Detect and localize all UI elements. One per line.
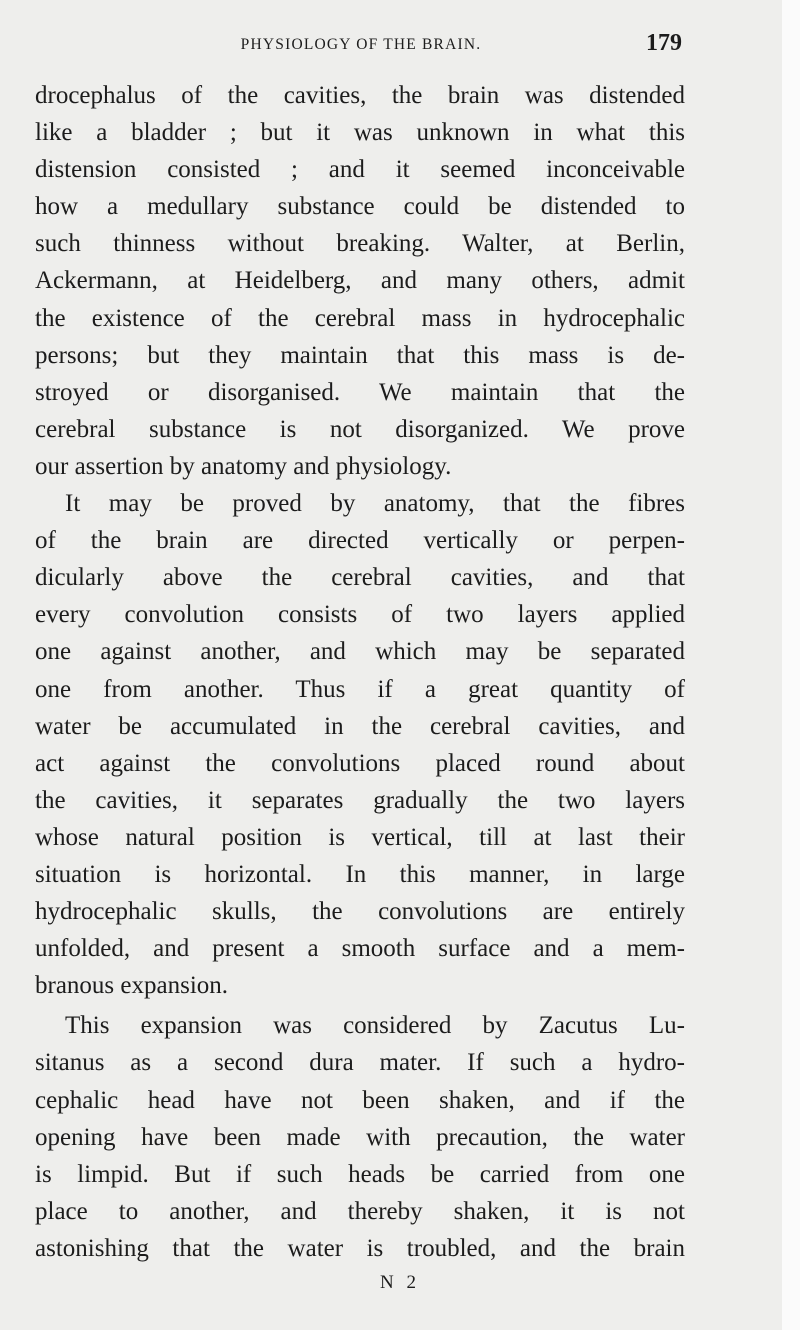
text-line: situation is horizontal. In this manner, in large [35, 860, 685, 888]
text-line: branous expansion. [35, 972, 229, 1000]
page-header [36, 28, 686, 64]
paragraph [35, 485, 685, 1004]
text-line: the existence of the cerebral mass in hydrocephalic [35, 304, 685, 332]
text-line: cephalic head have not been shaken, and if the [35, 1086, 685, 1114]
text-line: water be accumulated in the cerebral cavities, and [35, 712, 685, 740]
text-line: drocephalus of the cavities, the brain was distended [35, 82, 685, 109]
text-line: act against the convolutions placed round about [35, 749, 685, 777]
text-line: distension consisted ; and it seemed inconceivable [35, 156, 685, 184]
text-line: hydrocephalic skulls, the convolutions are entirely [35, 898, 685, 926]
text-line: one from another. Thus if a great quantity of [35, 675, 685, 703]
text-line: such thinness without breaking. Walter, at Berlin, [35, 230, 685, 258]
text-line: astonishing that the water is troubled, and the brain [35, 1234, 685, 1262]
page-number: 179 [646, 30, 682, 56]
text-line: Ackermann, at Heidelberg, and many others, admit [35, 267, 685, 295]
text-line: is limpid. But if such heads be carried from one [35, 1160, 685, 1188]
text-line: It may be proved by anatomy, that the fibres [65, 490, 685, 518]
running-head: PHYSIOLOGY OF THE BRAIN. [240, 36, 482, 53]
text-line: This expansion was considered by Zacutus Lu- [65, 1012, 685, 1040]
text-line: of the brain are directed vertically or perpen- [35, 527, 685, 555]
signature-mark: N 2 [380, 1272, 420, 1293]
text-line: cerebral substance is not disorganized. We prove [35, 415, 685, 443]
text-line: place to another, and thereby shaken, it is not [35, 1197, 685, 1225]
text-line: unfolded, and present a smooth surface and a mem- [35, 935, 685, 963]
text-line: every convolution consists of two layers applied [35, 601, 685, 629]
text-line: dicularly above the cerebral cavities, and that [35, 564, 685, 592]
text-line: whose natural position is vertical, till at last their [35, 823, 685, 851]
text-line: opening have been made with precaution, the water [35, 1123, 685, 1151]
text-line: sitanus as a second dura mater. If such a hydro- [35, 1049, 685, 1077]
text-line: the cavities, it separates gradually the two layers [35, 786, 685, 814]
text-line: how a medullary substance could be distended to [35, 193, 685, 221]
text-line: stroyed or disorganised. We maintain that the [35, 378, 685, 406]
paragraph [35, 1007, 685, 1267]
text-line: persons; but they maintain that this mass is de- [35, 341, 685, 369]
text-line: one against another, and which may be separated [35, 638, 685, 666]
paragraph [35, 77, 685, 485]
page-body [35, 77, 685, 1267]
text-line: our assertion by anatomy and physiology. [35, 452, 452, 480]
text-line: like a bladder ; but it was unknown in what this [35, 119, 685, 147]
